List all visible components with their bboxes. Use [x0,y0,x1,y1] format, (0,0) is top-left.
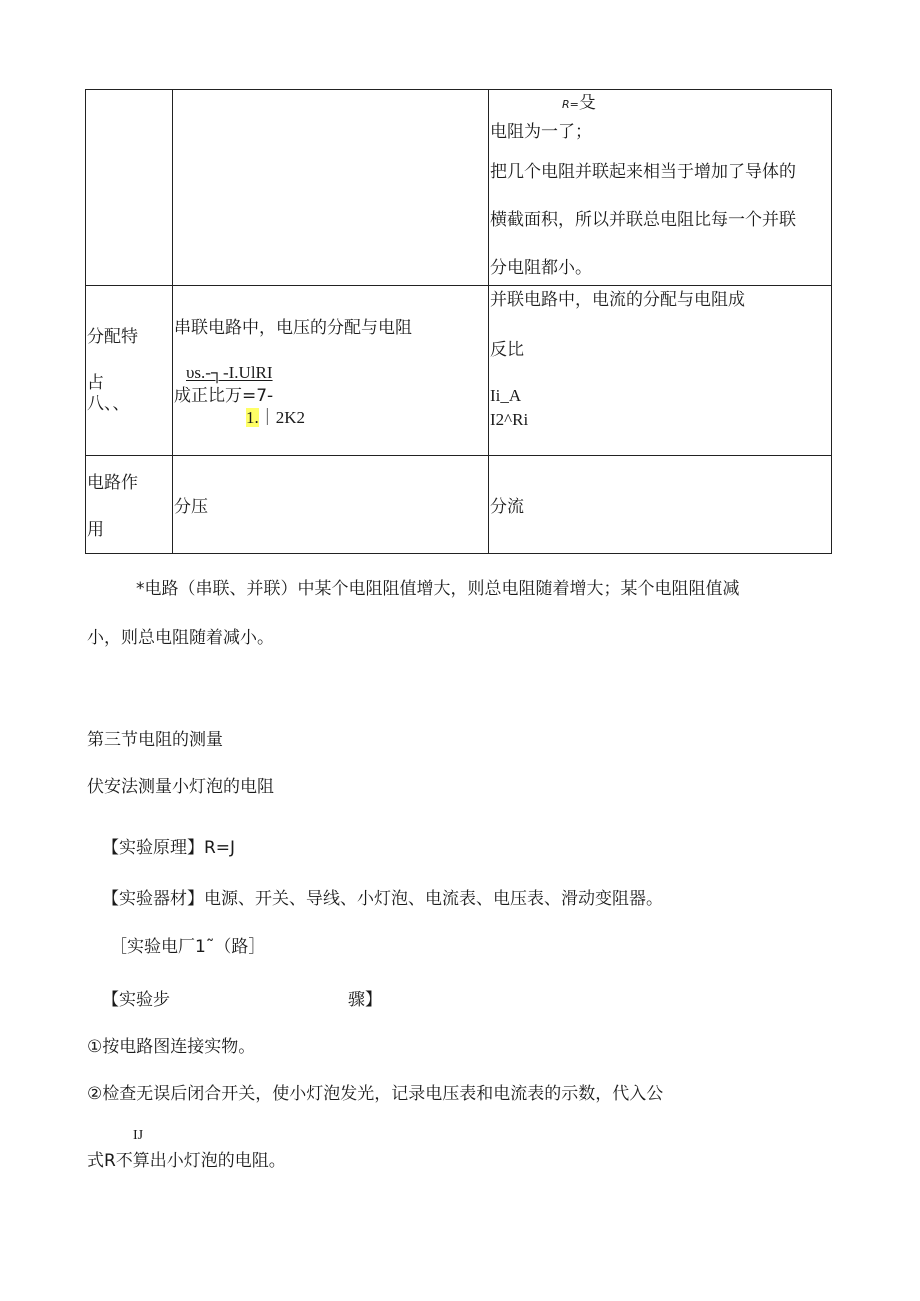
row-label: 八、、 [87,394,130,414]
table-border-right [831,89,832,554]
formula-text: R= [562,98,579,111]
table-border-bottom [85,553,832,554]
note-paragraph: 小，则总电阻随着减小。 [87,628,274,648]
experiment-circuit: ［实验电厂1˜（路］ [110,937,266,957]
subtitle: 伏安法测量小灯泡的电阻 [87,777,274,797]
parallel-formula: Ii_A [490,386,522,405]
table-cell-text: 电阻为一了； [490,122,592,142]
row-label: 占 [87,373,104,393]
series-formula [246,408,305,428]
series-formula-text: υs.-┐-I.UlRI [186,363,273,382]
table-column-divider [172,89,173,554]
section-title: 第三节电阻的测量 [87,730,223,750]
table-border-top [85,89,832,90]
step-item: ①按电路图连接实物。 [87,1037,256,1057]
parallel-formula: I2^Ri [490,410,529,429]
parallel-distribution-text: 反比 [490,340,524,360]
series-function: 分压 [174,497,208,517]
table-cell-text: 分电阻都小。 [490,258,592,278]
series-distribution-text: 成正比万=7- [174,386,274,406]
row-label: 分配特 [87,327,138,347]
table-border-left [85,89,86,554]
series-distribution-text: 串联电路中，电压的分配与电阻 [174,318,412,338]
table-row-divider [85,285,832,286]
formula-glyph: 殳 [578,93,596,113]
series-formula-text: ｜2K2 [258,408,306,427]
row-label: 用 [87,520,104,540]
note-paragraph: *电路（串联、并联）中某个电阻阻值增大，则总电阻随着增大；某个电阻阻值减 [136,579,740,599]
table-row-divider [85,455,832,456]
table-cell-text: 把几个电阻并联起来相当于增加了导体的 [490,162,796,182]
experiment-principle: 【实验原理】R=J [102,838,236,858]
row-label: 电路作 [87,473,138,493]
table-column-divider [488,89,489,554]
formula-numerator: IJ [133,1128,144,1143]
table-cell-text: 横截面积，所以并联总电阻比每一个并联 [490,210,796,230]
step-item: 式R不算出小灯泡的电阻。 [87,1151,286,1171]
experiment-steps-heading: 骤】 [348,990,382,1010]
experiment-equipment: 【实验器材】电源、开关、导线、小灯泡、电流表、电压表、滑动变阻器。 [102,889,663,909]
highlighted-text: 1. [246,408,259,427]
series-formula [186,363,273,383]
step-item: ②检查无误后闭合开关，使小灯泡发光，记录电压表和电流表的示数，代入公 [87,1084,664,1104]
experiment-steps-heading: 【实验步 [102,990,170,1010]
parallel-distribution-text: 并联电路中，电流的分配与电阻成 [490,290,745,310]
parallel-function: 分流 [490,497,524,517]
parallel-resistance-formula [562,93,596,113]
